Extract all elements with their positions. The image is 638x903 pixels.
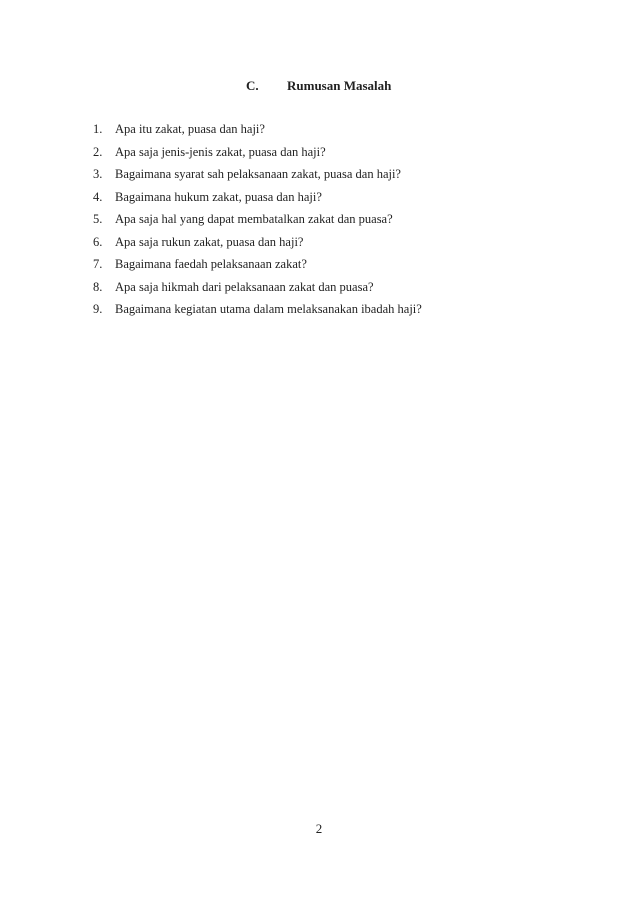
- list-item-text: Bagaimana kegiatan utama dalam melaksanakan ibadah haji?: [115, 302, 422, 316]
- list-item-number: 6.: [93, 234, 103, 249]
- list-item-number: 9.: [93, 302, 103, 316]
- list-item-text: Apa saja rukun zakat, puasa dan haji?: [115, 234, 304, 249]
- list-item-text: Apa saja hal yang dapat membatalkan zakat dan puasa?: [115, 212, 393, 226]
- page-number: 2: [315, 821, 323, 836]
- list-item-number: 7.: [93, 257, 103, 271]
- list-item-text: Apa saja hikmah dari pelaksanaan zakat dan puasa?: [115, 279, 374, 294]
- list-item-text: Apa itu zakat, puasa dan haji?: [115, 122, 265, 136]
- list-item-text: Bagaimana faedah pelaksanaan zakat?: [115, 257, 307, 271]
- list-item-number: 2.: [93, 144, 103, 159]
- list-item-number: 8.: [93, 279, 103, 294]
- list-item-number: 3.: [93, 167, 103, 181]
- section-number: C.: [246, 78, 259, 93]
- list-item-text: Bagaimana syarat sah pelaksanaan zakat, puasa dan haji?: [115, 167, 401, 181]
- list-item-number: 4.: [93, 189, 103, 204]
- list-item-text: Apa saja jenis-jenis zakat, puasa dan haji?: [115, 144, 326, 159]
- list-item-text: Bagaimana hukum zakat, puasa dan haji?: [115, 189, 322, 204]
- section-title: Rumusan Masalah: [287, 78, 392, 93]
- list-item-number: 5.: [93, 212, 103, 226]
- list-item-number: 1.: [93, 122, 103, 136]
